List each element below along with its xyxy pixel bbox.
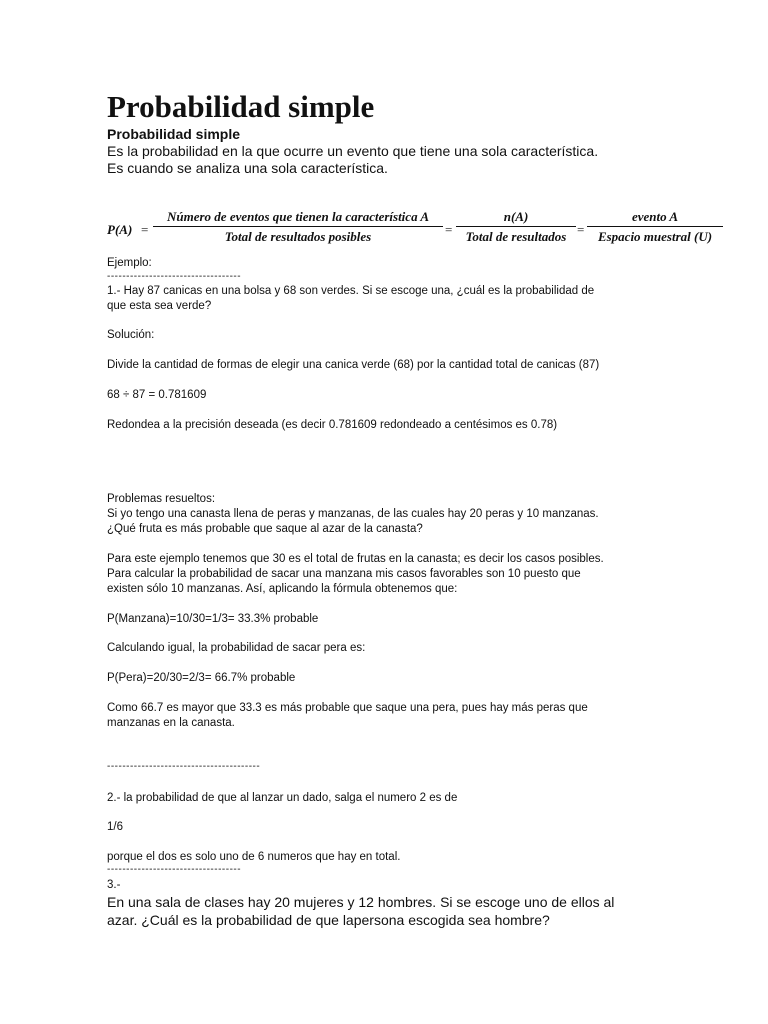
problem-1-line-2: que esta sea verde? bbox=[107, 300, 212, 312]
intro-line-2: Es cuando se analiza una sola característica. bbox=[107, 160, 388, 176]
problem-4-line-2: azar. ¿Cuál es la probabilidad de que lapersona escogida sea hombre? bbox=[107, 912, 550, 928]
problem-1-line-1: 1.- Hay 87 canicas en una bolsa y 68 son verdes. Si se escoge una, ¿cuál es la probabilidad de bbox=[107, 285, 595, 297]
separator-1: ----------------------------------- bbox=[107, 271, 242, 282]
formula-fraction-3-denominator: Espacio muestral (U) bbox=[597, 229, 713, 244]
solucion-label: Solución: bbox=[107, 329, 155, 341]
ejemplo-label: Ejemplo: bbox=[107, 257, 152, 269]
problem-2-line-1: Si yo tengo una canasta llena de peras y manzanas, de las cuales hay 20 peras y 10 manzanas. bbox=[107, 508, 599, 520]
problem-2-paragraph-line-3: existen sólo 10 manzanas. Así, aplicando la fórmula obtenemos que: bbox=[107, 583, 458, 595]
formula-fraction-1 bbox=[153, 208, 443, 245]
problem-1-step-3: Redondea a la precisión deseada (es decir 0.781609 redondeado a centésimos es 0.78) bbox=[107, 419, 558, 431]
problem-1-step-1: Divide la cantidad de formas de elegir una canica verde (68) por la cantidad total de canicas (87) bbox=[107, 359, 600, 371]
separator-2: ---------------------------------------- bbox=[107, 761, 261, 772]
formula-fraction-2-numerator: n(A) bbox=[456, 208, 576, 227]
problemas-label: Problemas resueltos: bbox=[107, 493, 216, 505]
problem-1-step-2: 68 ÷ 87 = 0.781609 bbox=[107, 389, 207, 401]
problem-2-manzana-result: P(Manzana)=10/30=1/3= 33.3% probable bbox=[107, 613, 319, 625]
problem-3-line: 2.- la probabilidad de que al lanzar un dado, salga el numero 2 es de bbox=[107, 792, 458, 804]
separator-3: ----------------------------------- bbox=[107, 864, 242, 875]
formula-fraction-1-numerator: Número de eventos que tienen la característica A bbox=[153, 208, 443, 227]
problem-2-pera-result: P(Pera)=20/30=2/3= 66.7% probable bbox=[107, 672, 296, 684]
problem-2-paragraph-line-2: Para calcular la probabilidad de sacar una manzana mis casos favorables son 10 puesto que bbox=[107, 568, 581, 580]
formula-equals-3: = bbox=[577, 222, 585, 237]
problem-2-conclusion-line-1: Como 66.7 es mayor que 33.3 es más probable que saque una pera, pues hay más peras que bbox=[107, 702, 588, 714]
probability-formula bbox=[107, 208, 727, 258]
formula-equals-2: = bbox=[445, 222, 453, 237]
problem-4-line-1: En una sala de clases hay 20 mujeres y 12 hombres. Si se escoge uno de ellos al bbox=[107, 894, 615, 910]
formula-fraction-3 bbox=[587, 208, 723, 245]
problem-3-answer: 1/6 bbox=[107, 821, 123, 833]
section-subtitle: Probabilidad simple bbox=[107, 126, 241, 142]
formula-lhs: P(A) bbox=[107, 222, 133, 237]
formula-fraction-2 bbox=[456, 208, 576, 245]
problem-2-paragraph-line-1: Para este ejemplo tenemos que 30 es el total de frutas en la canasta; es decir los casos posibles. bbox=[107, 553, 604, 565]
problem-2-conclusion-line-2: manzanas en la canasta. bbox=[107, 717, 235, 729]
document-title: Probabilidad simple bbox=[107, 89, 375, 124]
problem-3-reason: porque el dos es solo uno de 6 numeros que hay en total. bbox=[107, 851, 401, 863]
intro-line-1: Es la probabilidad en la que ocurre un evento que tiene una sola característica. bbox=[107, 143, 599, 159]
problem-2-line-2: ¿Qué fruta es más probable que saque al azar de la canasta? bbox=[107, 523, 423, 535]
formula-fraction-2-denominator: Total de resultados bbox=[465, 229, 567, 244]
problem-2-pera-intro: Calculando igual, la probabilidad de sacar pera es: bbox=[107, 642, 366, 654]
formula-fraction-3-numerator: evento A bbox=[587, 208, 723, 227]
formula-equals-1: = bbox=[141, 222, 149, 237]
problem-4-number: 3.- bbox=[107, 879, 121, 891]
formula-fraction-1-denominator: Total de resultados posibles bbox=[224, 229, 372, 244]
document-page bbox=[107, 88, 727, 928]
